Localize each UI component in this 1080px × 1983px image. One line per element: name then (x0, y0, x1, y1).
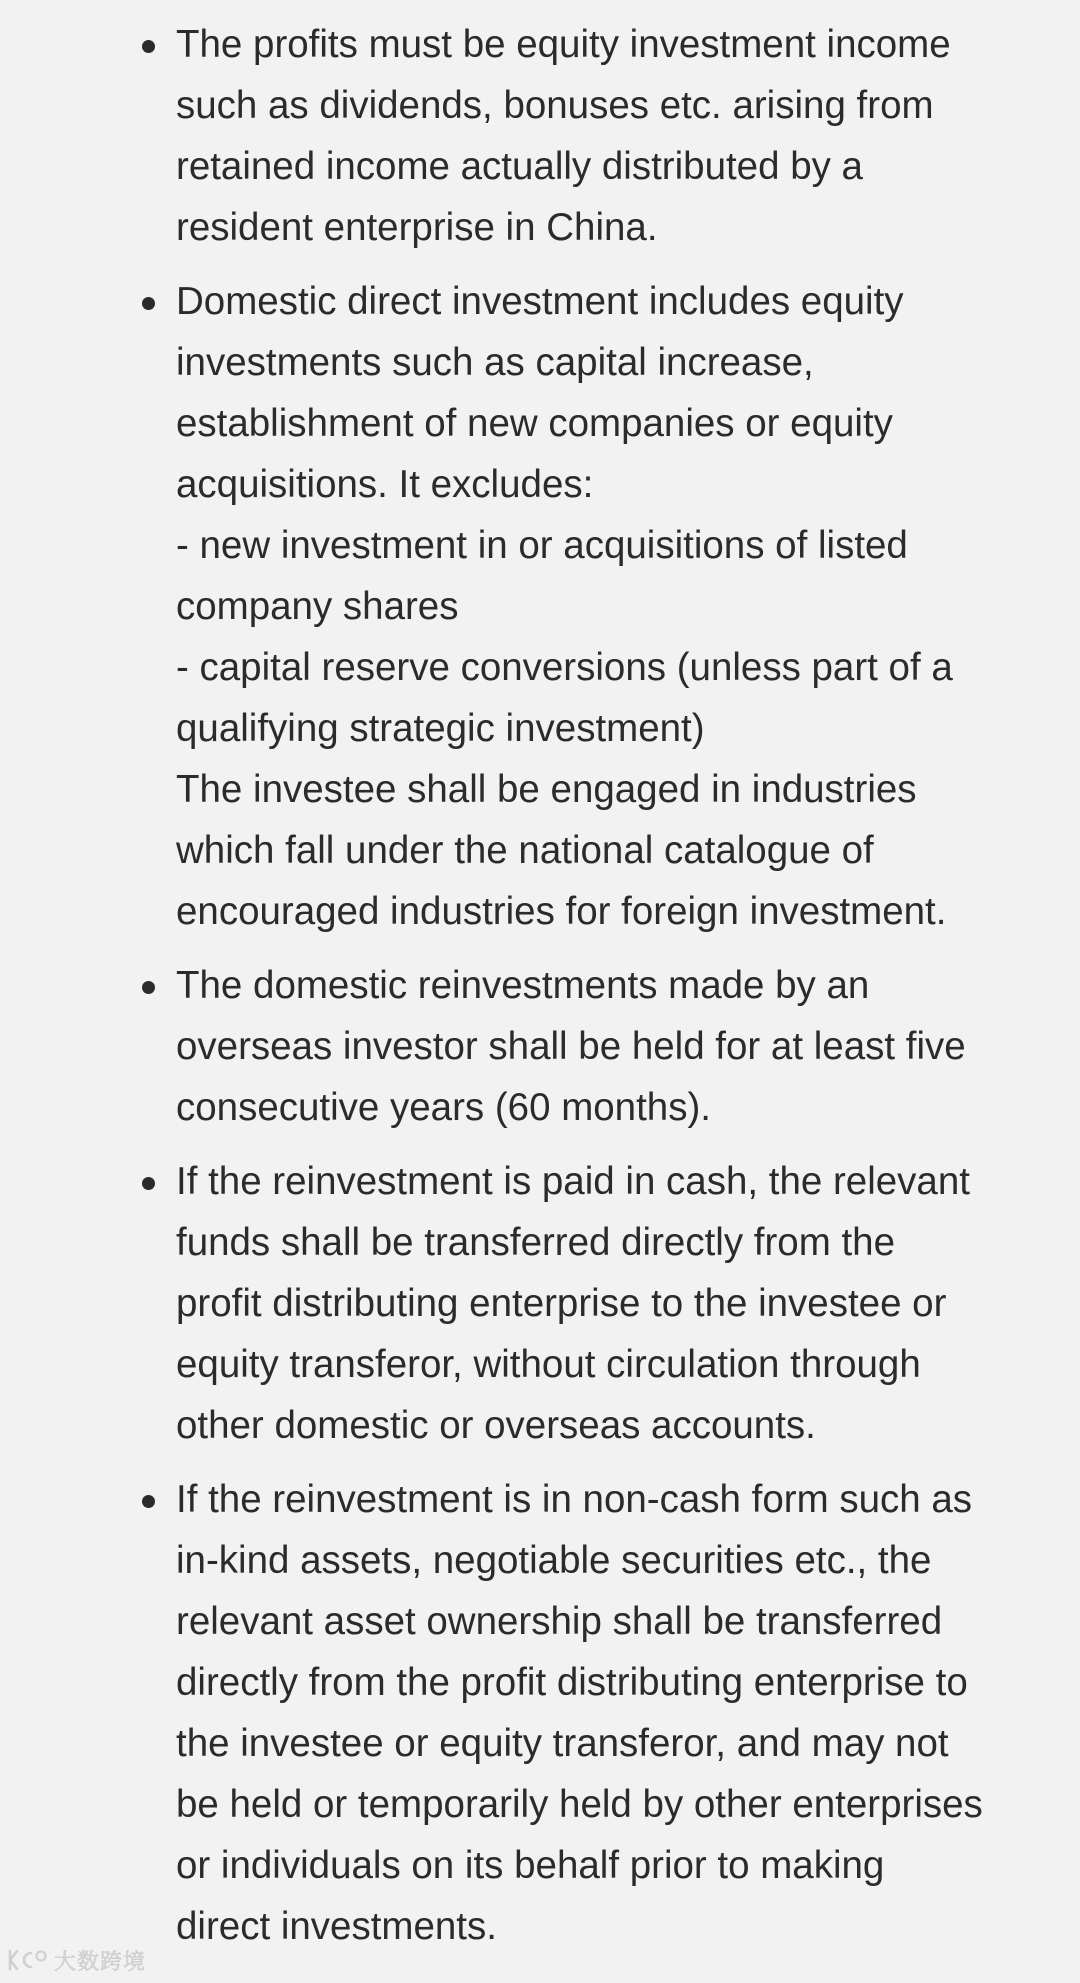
text-line: If the reinvestment is in non-cash form such as (176, 1478, 973, 1521)
article-content (0, 14, 1080, 1970)
bullet-dot-icon (142, 40, 155, 53)
text-line: - new investment in or acquisitions of listed (176, 524, 908, 567)
text-line: acquisitions. It excludes: (176, 463, 594, 506)
text-line: establishment of new companies or equity (176, 402, 893, 445)
text-line: equity transferor, without circulation through (176, 1343, 921, 1386)
text-line: or individuals on its behalf prior to making (176, 1844, 885, 1887)
text-line: - capital reserve conversions (unless part of a (176, 646, 953, 689)
text-line: be held or temporarily held by other enterprises (176, 1783, 983, 1826)
text-line: directly from the profit distributing enterprise to (176, 1661, 968, 1704)
text-line: The domestic reinvestments made by an (176, 964, 870, 1007)
text-line: relevant asset ownership shall be transferred (176, 1600, 943, 1643)
text-line: overseas investor shall be held for at least five (176, 1025, 966, 1068)
text-line: funds shall be transferred directly from the (176, 1221, 895, 1264)
bullet-dot-icon (142, 1177, 155, 1190)
bullet-list (0, 14, 1080, 1957)
list-item (0, 1151, 1080, 1456)
text-line: in-kind assets, negotiable securities etc., the (176, 1539, 932, 1582)
text-line: retained income actually distributed by a (176, 145, 863, 188)
list-item (0, 271, 1080, 942)
bullet-dot-icon (142, 297, 155, 310)
text-line: direct investments. (176, 1905, 497, 1948)
list-item (0, 14, 1080, 258)
text-line: The investee shall be engaged in industries (176, 768, 917, 811)
watermark (8, 1945, 146, 1975)
kcc-logo-icon (8, 1947, 50, 1973)
text-line: company shares (176, 585, 459, 628)
text-line: Domestic direct investment includes equity (176, 280, 904, 323)
text-line: investments such as capital increase, (176, 341, 814, 384)
text-line: which fall under the national catalogue of (176, 829, 874, 872)
text-line: qualifying strategic investment) (176, 707, 705, 750)
text-line: the investee or equity transferor, and may not (176, 1722, 949, 1765)
text-line: profit distributing enterprise to the investee or (176, 1282, 947, 1325)
text-line: If the reinvestment is paid in cash, the relevant (176, 1160, 970, 1203)
text-line: consecutive years (60 months). (176, 1086, 711, 1129)
text-line: The profits must be equity investment income (176, 23, 951, 66)
list-item (0, 1469, 1080, 1957)
text-line: resident enterprise in China. (176, 206, 658, 249)
bullet-dot-icon (142, 981, 155, 994)
text-line: other domestic or overseas accounts. (176, 1404, 816, 1447)
watermark-text: 大数跨境 (54, 1949, 147, 1975)
text-line: such as dividends, bonuses etc. arising from (176, 84, 934, 127)
bullet-dot-icon (142, 1495, 155, 1508)
list-item (0, 955, 1080, 1138)
text-line: encouraged industries for foreign investment. (176, 890, 947, 933)
